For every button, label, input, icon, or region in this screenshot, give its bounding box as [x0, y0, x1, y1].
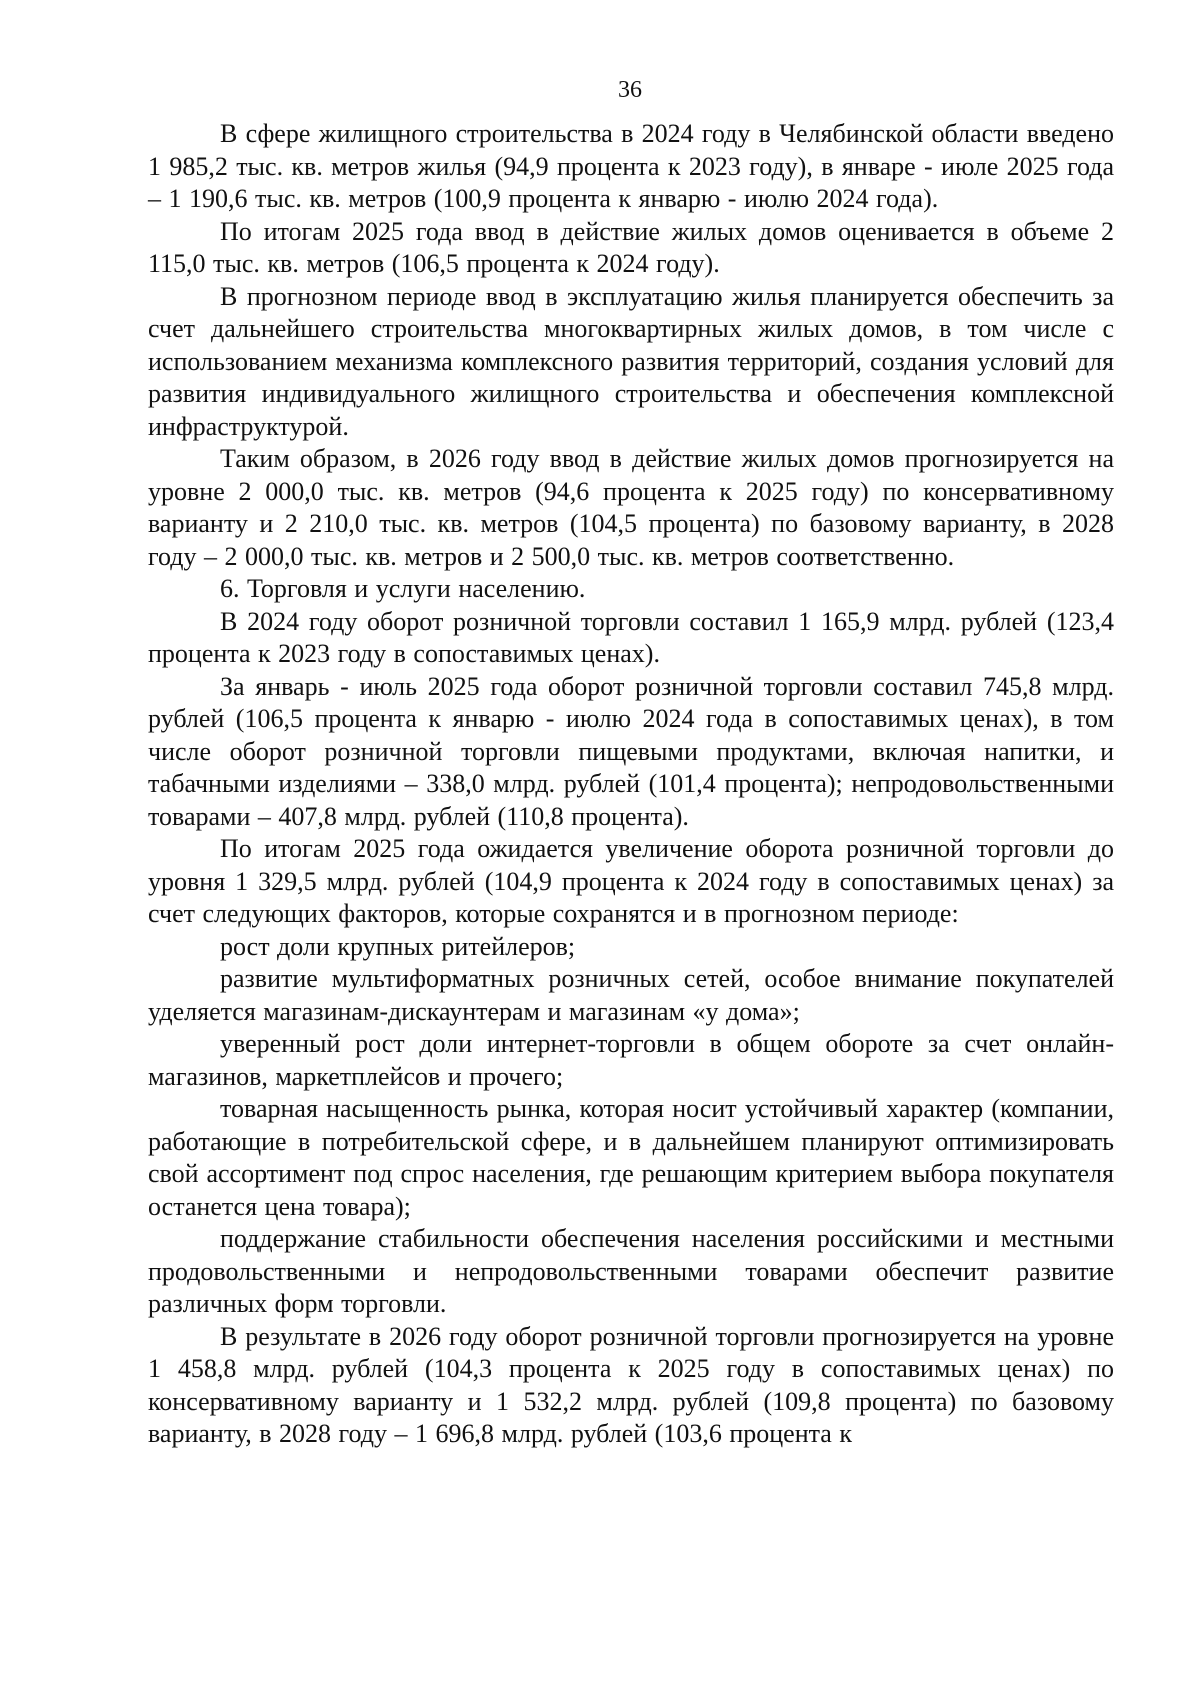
list-item-factor: развитие мультиформатных розничных сетей, особое внимание покупателей уделяется магазинам-дискаунтерам и магазинам «у дома»;	[148, 964, 1114, 1026]
paragraph-housing-construction: В сфере жилищного строительства в 2024 году в Челябинской области введено 1 985,2 тыс. кв. метров жилья (94,9 процента к 2023 году), в январе - июле 2025 года – 1 190,6 тыс. кв. метров (100,9 процента к январю - июлю 2024 года).	[148, 119, 1114, 213]
document-body	[148, 118, 1114, 1451]
list-item-factor: рост доли крупных ритейлеров;	[220, 931, 576, 961]
page-number: 36	[618, 77, 642, 103]
paragraph-retail-estimate-2025: По итогам 2025 года ожидается увеличение оборота розничной торговли до уровня 1 329,5 млрд. рублей (104,9 процента к 2024 году в сопоставимых ценах) за счет следующих факторов, которые сохранятся и в прогнозном периоде:	[148, 834, 1114, 928]
section-heading-trade: 6. Торговля и услуги населению.	[220, 574, 586, 603]
list-item-factor: уверенный рост доли интернет-торговли в общем обороте за счет онлайн-магазинов, маркетплейсов и прочего;	[148, 1029, 1114, 1091]
paragraph-housing-forecast-values: Таким образом, в 2026 году ввод в действие жилых домов прогнозируется на уровне 2 000,0 тыс. кв. метров (94,6 процента к 2025 году) по консервативному варианту и 2 210,0 тыс. кв. метров (104,5 процента) по базовому варианту, в 2028 году – 2 000,0 тыс. кв. метров и 2 500,0 тыс. кв. метров соответственно.	[148, 444, 1114, 571]
paragraph-housing-forecast-plan: В прогнозном периоде ввод в эксплуатацию жилья планируется обеспечить за счет дальнейшего строительства многоквартирных жилых домов, в том числе с использованием механизма комплексного развития территорий, создания условий для развития индивидуального жилищного строительства и обеспечения комплексной инфраструктурой.	[148, 281, 1114, 441]
paragraph-retail-forecast: В результате в 2026 году оборот розничной торговли прогнозируется на уровне 1 458,8 млрд. рублей (104,3 процента к 2025 году в сопоставимых ценах) по консервативному варианту и 1 532,2 млрд. рублей (109,8 процента) по базовому варианту, в 2028 году – 1 696,8 млрд. рублей (103,6 процента к	[148, 1321, 1114, 1448]
paragraph-housing-estimate-2025: По итогам 2025 года ввод в действие жилых домов оценивается в объеме 2 115,0 тыс. кв. метров (106,5 процента к 2024 году).	[148, 216, 1114, 278]
list-item-factor: товарная насыщенность рынка, которая носит устойчивый характер (компании, работающие в потребительской сфере, и в дальнейшем планируют оптимизировать свой ассортимент под спрос населения, где решающим критерием выбора покупателя останется цена товара);	[148, 1094, 1114, 1221]
paragraph-retail-2024: В 2024 году оборот розничной торговли составил 1 165,9 млрд. рублей (123,4 процента к 2023 году в сопоставимых ценах).	[148, 606, 1114, 668]
paragraph-retail-jan-jul-2025: За январь - июль 2025 года оборот розничной торговли составил 745,8 млрд. рублей (106,5 процента к январю - июлю 2024 года в сопоставимых ценах), в том числе оборот розничной торговли пищевыми продуктами, включая напитки, и табачными изделиями – 338,0 млрд. рублей (101,4 процента); непродовольственными товарами – 407,8 млрд. рублей (110,8 процента).	[148, 671, 1114, 831]
list-item-factor: поддержание стабильности обеспечения населения российскими и местными продовольственными и непродовольственными товарами обеспечит развитие различных форм торговли.	[148, 1224, 1114, 1318]
